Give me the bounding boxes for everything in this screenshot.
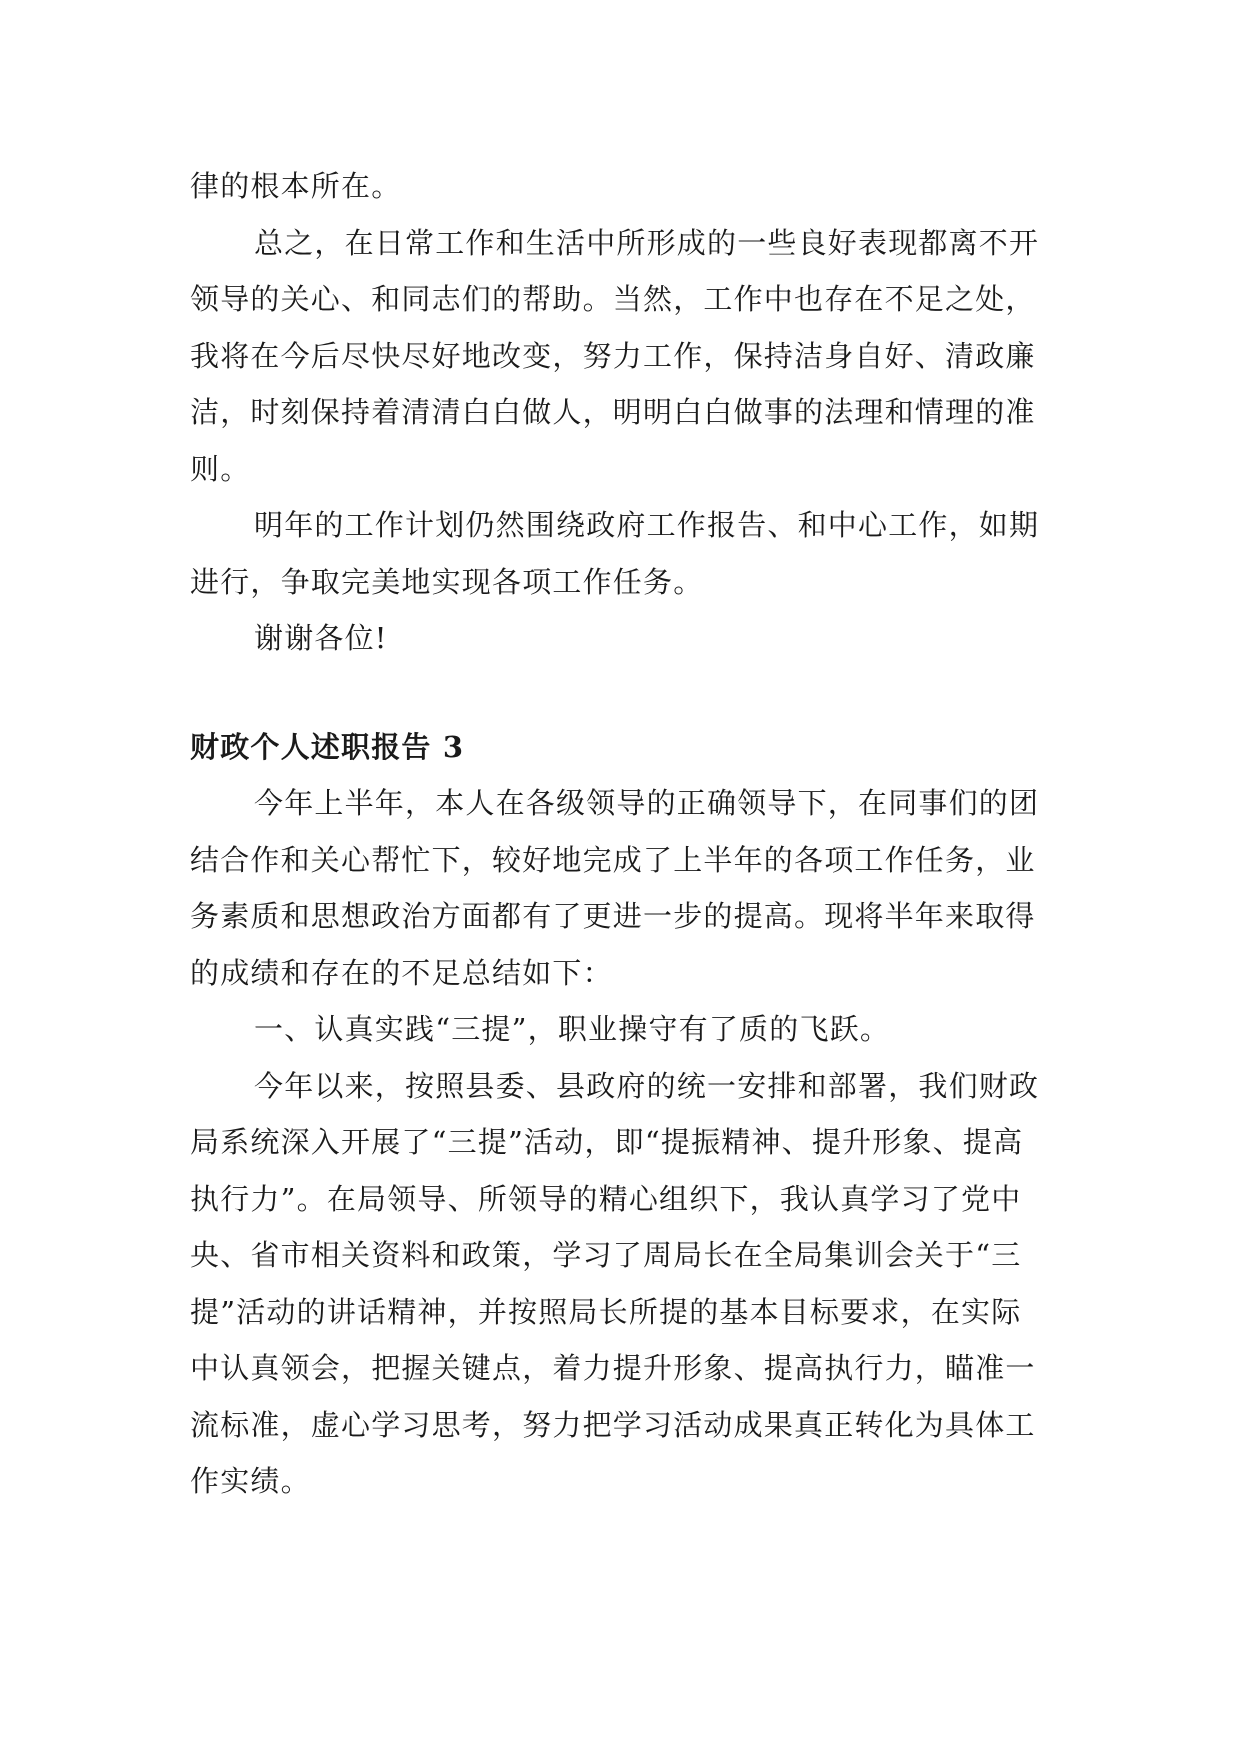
paragraph-intro: 今年上半年，本人在各级领导的正确领导下，在同事们的团结合作和关心帮忙下，较好地完成了上半年的各项工作任务，业务素质和思想政治方面都有了更进一步的提高。现将半年来取得的成绩和存在的不足总结如下： (190, 786, 1040, 990)
paragraph-thanks: 谢谢各位! (254, 621, 388, 655)
paragraph-point-one: 一、认真实践“三提”，职业操守有了质的飞跃。 (254, 1012, 891, 1046)
section-spacer (190, 667, 1050, 719)
paragraph-summary: 总之，在日常工作和生活中所形成的一些良好表现都离不开领导的关心、和同志们的帮助。当然，工作中也存在不足之处，我将在今后尽快尽好地改变，努力工作，保持洁身自好、清政廉洁，时刻保持着清清白白做人，明明白白做事的法理和情理的准则。 (190, 225, 1040, 486)
paragraph-next-year-plan: 明年的工作计划仍然围绕政府工作报告、和中心工作，如期进行，争取完美地实现各项工作任务。 (190, 508, 1040, 599)
section-heading: 财政个人述职报告 3 (190, 729, 465, 764)
paragraph-point-one-detail: 今年以来，按照县委、县政府的统一安排和部署，我们财政局系统深入开展了“三提”活动，即“提振精神、提升形象、提高执行力”。在局领导、所领导的精心组织下，我认真学习了党中央、省市相关资料和政策，学习了周局长在全局集训会关于“三提”活动的讲话精神，并按照局长所提的基本目标要求，在实际中认真领会，把握关键点，着力提升形象、提高执行力，瞄准一流标准，虚心学习思考，努力把学习活动成果真正转化为具体工作实绩。 (190, 1068, 1040, 1498)
document-body (190, 158, 1050, 1510)
paragraph-continuation: 律的根本所在。 (190, 169, 402, 203)
